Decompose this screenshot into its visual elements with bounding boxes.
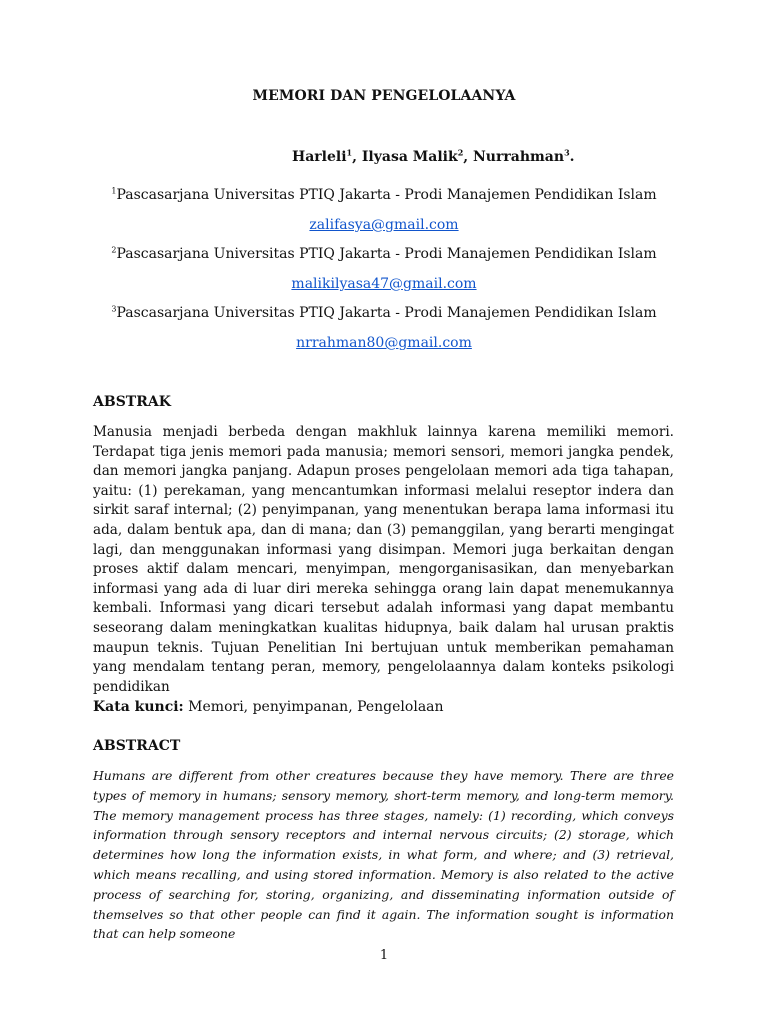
affiliation-3 xyxy=(0,305,768,321)
affiliation-sup: 2 xyxy=(111,245,117,255)
abstract-body: Humans are different from other creatures because they have memory. There are three types of memory in humans; sensory memory, short-term memory, and long-term memory. The memory management process has three stages, namely: (1) recording, which conveys information through sensory receptors and internal nervous circuits; (2) storage, which determines how long the information exists, in what form, and where; and (3) retrieval, which means recalling, and using stored information. Memory is also related to the active process of searching for, storing, organizing, and disseminating information outside of themselves so that other people can find it again. The information sought is information that can help someone xyxy=(93,768,674,942)
email-1 xyxy=(0,217,768,233)
author-sup: 1 xyxy=(346,147,353,158)
email-link-3[interactable]: nrrahman80@gmail.com xyxy=(296,335,472,351)
author-end: . xyxy=(569,149,575,165)
author-name: Harleli xyxy=(292,149,347,165)
email-link-1[interactable]: zalifasya@gmail.com xyxy=(309,217,459,233)
email-2 xyxy=(0,276,768,292)
affiliation-2 xyxy=(0,246,768,262)
affiliation-text: Pascasarjana Universitas PTIQ Jakarta - Prodi Manajemen Pendidikan Islam xyxy=(116,187,657,203)
keywords-label: Kata kunci: xyxy=(93,699,184,715)
email-link-2[interactable]: malikilyasa47@gmail.com xyxy=(291,276,477,292)
author-sup: 2 xyxy=(457,147,464,158)
abstrak-heading: ABSTRAK xyxy=(93,394,171,410)
author-name: , Ilyasa Malik xyxy=(352,149,458,165)
page-number: 1 xyxy=(379,948,389,963)
affiliation-text: Pascasarjana Universitas PTIQ Jakarta - Prodi Manajemen Pendidikan Islam xyxy=(116,246,657,262)
keywords-line xyxy=(93,699,444,715)
affiliation-sup: 1 xyxy=(111,186,117,196)
author-name: , Nurrahman xyxy=(463,149,565,165)
email-3 xyxy=(0,335,768,351)
keywords-text: Memori, penyimpanan, Pengelolaan xyxy=(183,699,444,715)
abstract-heading: ABSTRACT xyxy=(93,738,181,754)
author-list xyxy=(292,149,575,165)
affiliation-sup: 3 xyxy=(111,304,117,314)
paper-title: MEMORI DAN PENGELOLAANYA xyxy=(252,88,516,104)
affiliation-1 xyxy=(0,187,768,203)
author-sup: 3 xyxy=(564,147,570,158)
affiliation-text: Pascasarjana Universitas PTIQ Jakarta - Prodi Manajemen Pendidikan Islam xyxy=(116,305,657,321)
abstrak-body: Manusia menjadi berbeda dengan makhluk lainnya karena memiliki memori. Terdapat tiga jenis memori pada manusia; memori sensori, memori jangka pendek, dan memori jangka panjang. Adapun proses pengelolaan memori ada tiga tahapan, yaitu: (1) perekaman, yang mencantumkan informasi melalui reseptor indera dan sirkit saraf internal; (2) penyimpanan, yang menentukan berapa lama informasi itu ada, dalam bentuk apa, dan di mana; dan (3) pemanggilan, yang berarti mengingat lagi, dan menggunakan informasi yang disimpan. Memori juga berkaitan dengan proses aktif dalam mencari, menyimpan, mengorganisasikan, dan menyebarkan informasi yang ada di luar diri mereka sehingga orang lain dapat menemukannya kembali. Informasi yang dicari tersebut adalah informasi yang dapat membantu seseorang dalam meningkatkan kualitas hidupnya, baik dalam hal urusan praktis maupun teknis. Tujuan Penelitian Ini bertujuan untuk memberikan pemahaman yang mendalam tentang peran, memory, pengelolaannya dalam konteks psikologi pendidikan xyxy=(93,424,674,695)
